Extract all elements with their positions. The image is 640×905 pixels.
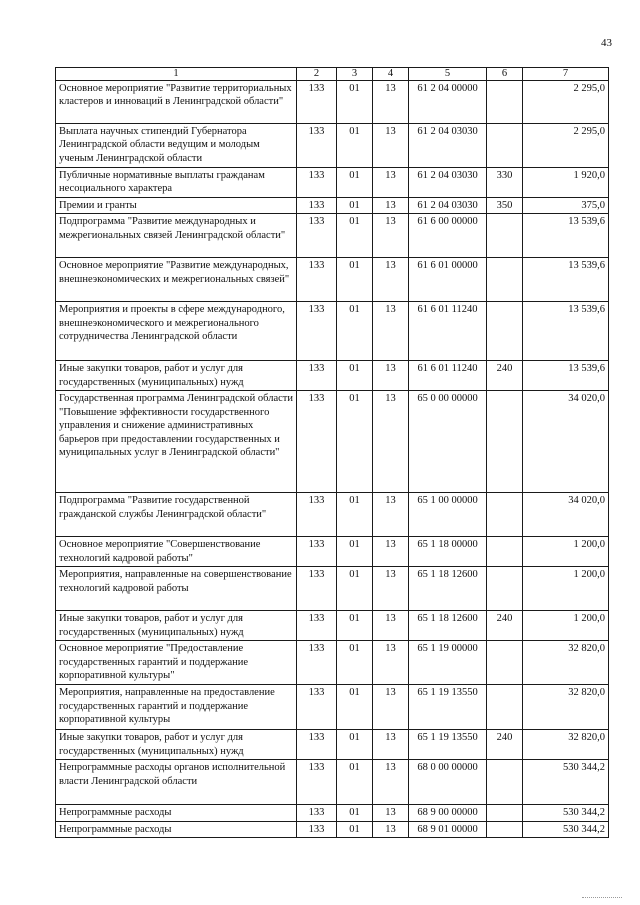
row-name: Премии и гранты (56, 198, 297, 214)
row-amount: 32 820,0 (523, 730, 609, 760)
row-subsection-code: 13 (373, 302, 409, 361)
row-target-article-code: 65 1 19 13550 (409, 685, 487, 730)
row-amount: 530 344,2 (523, 821, 609, 837)
row-amount: 13 539,6 (523, 302, 609, 361)
row-name: Выплата научных стипендий Губернатора Ленинградской области ведущим и молодым ученым Ленинградской области (56, 124, 297, 168)
row-subsection-code: 13 (373, 641, 409, 685)
row-name: Подпрограмма "Развитие международных и межрегиональных связей Ленинградской области" (56, 214, 297, 258)
row-subsection-code: 13 (373, 168, 409, 198)
row-amount: 34 020,0 (523, 391, 609, 493)
row-subsection-code: 13 (373, 361, 409, 391)
row-subsection-code: 13 (373, 391, 409, 493)
column-number: 6 (487, 68, 523, 81)
table-row (56, 124, 609, 168)
row-expense-type-code (487, 302, 523, 361)
row-ministry-code: 133 (297, 537, 337, 567)
row-target-article-code: 68 9 00 00000 (409, 805, 487, 821)
row-section-code: 01 (337, 730, 373, 760)
page-number: 43 (601, 37, 612, 49)
row-expense-type-code (487, 258, 523, 302)
row-section-code: 01 (337, 81, 373, 124)
table-row (56, 493, 609, 537)
table-row (56, 641, 609, 685)
column-number: 4 (373, 68, 409, 81)
row-name: Мероприятия, направленные на совершенствование технологий кадровой работы (56, 567, 297, 611)
row-amount: 34 020,0 (523, 493, 609, 537)
row-ministry-code: 133 (297, 821, 337, 837)
row-name: Иные закупки товаров, работ и услуг для государственных (муниципальных) нужд (56, 611, 297, 641)
row-name: Государственная программа Ленинградской области "Повышение эффективности государственного управления и снижение административных барьеров при предоставлении государственных и муниципальных услуг в Ленинградской области" (56, 391, 297, 493)
row-section-code: 01 (337, 168, 373, 198)
row-expense-type-code (487, 567, 523, 611)
column-number: 5 (409, 68, 487, 81)
row-target-article-code: 68 9 01 00000 (409, 821, 487, 837)
row-subsection-code: 13 (373, 730, 409, 760)
row-expense-type-code (487, 391, 523, 493)
row-ministry-code: 133 (297, 168, 337, 198)
column-number: 7 (523, 68, 609, 81)
row-amount: 32 820,0 (523, 685, 609, 730)
row-amount: 32 820,0 (523, 641, 609, 685)
table-row (56, 611, 609, 641)
column-number-row (56, 68, 609, 81)
row-section-code: 01 (337, 567, 373, 611)
table-row (56, 258, 609, 302)
row-expense-type-code (487, 641, 523, 685)
row-target-article-code: 61 2 04 00000 (409, 81, 487, 124)
row-expense-type-code: 350 (487, 198, 523, 214)
table-row (56, 567, 609, 611)
row-expense-type-code (487, 821, 523, 837)
row-name: Мероприятия и проекты в сфере международного, внешнеэкономического и межрегионального сотрудничества Ленинградской области (56, 302, 297, 361)
table-row (56, 760, 609, 805)
row-target-article-code: 65 0 00 00000 (409, 391, 487, 493)
row-expense-type-code: 240 (487, 730, 523, 760)
row-target-article-code: 65 1 19 13550 (409, 730, 487, 760)
row-ministry-code: 133 (297, 214, 337, 258)
row-ministry-code: 133 (297, 611, 337, 641)
row-name: Публичные нормативные выплаты гражданам несоциального характера (56, 168, 297, 198)
table-row (56, 302, 609, 361)
row-amount: 2 295,0 (523, 124, 609, 168)
row-expense-type-code: 240 (487, 361, 523, 391)
row-name: Иные закупки товаров, работ и услуг для государственных (муниципальных) нужд (56, 730, 297, 760)
row-target-article-code: 61 6 00 00000 (409, 214, 487, 258)
row-target-article-code: 65 1 19 00000 (409, 641, 487, 685)
row-amount: 13 539,6 (523, 214, 609, 258)
row-ministry-code: 133 (297, 730, 337, 760)
row-expense-type-code (487, 493, 523, 537)
row-subsection-code: 13 (373, 537, 409, 567)
table-row (56, 168, 609, 198)
row-name: Иные закупки товаров, работ и услуг для государственных (муниципальных) нужд (56, 361, 297, 391)
row-expense-type-code (487, 81, 523, 124)
row-section-code: 01 (337, 537, 373, 567)
row-name: Основное мероприятие "Развитие территориальных кластеров и инноваций в Ленинградской области" (56, 81, 297, 124)
row-ministry-code: 133 (297, 493, 337, 537)
row-amount: 530 344,2 (523, 805, 609, 821)
row-target-article-code: 61 6 01 00000 (409, 258, 487, 302)
row-name: Основное мероприятие "Предоставление государственных гарантий и поддержание корпоративной культуры" (56, 641, 297, 685)
row-subsection-code: 13 (373, 198, 409, 214)
row-subsection-code: 13 (373, 214, 409, 258)
row-section-code: 01 (337, 124, 373, 168)
row-expense-type-code (487, 124, 523, 168)
row-expense-type-code (487, 214, 523, 258)
scan-artifact (582, 897, 622, 899)
row-section-code: 01 (337, 493, 373, 537)
row-subsection-code: 13 (373, 685, 409, 730)
table-row (56, 730, 609, 760)
row-expense-type-code (487, 685, 523, 730)
row-ministry-code: 133 (297, 124, 337, 168)
budget-table-body (56, 68, 609, 838)
row-section-code: 01 (337, 611, 373, 641)
row-target-article-code: 65 1 18 12600 (409, 567, 487, 611)
table-row (56, 81, 609, 124)
row-ministry-code: 133 (297, 361, 337, 391)
row-name: Подпрограмма "Развитие государственной гражданской службы Ленинградской области" (56, 493, 297, 537)
row-target-article-code: 65 1 00 00000 (409, 493, 487, 537)
row-name: Непрограммные расходы (56, 821, 297, 837)
row-ministry-code: 133 (297, 641, 337, 685)
row-subsection-code: 13 (373, 124, 409, 168)
row-ministry-code: 133 (297, 81, 337, 124)
row-subsection-code: 13 (373, 493, 409, 537)
row-section-code: 01 (337, 198, 373, 214)
row-name: Непрограммные расходы органов исполнительной власти Ленинградской области (56, 760, 297, 805)
row-target-article-code: 61 2 04 03030 (409, 198, 487, 214)
row-subsection-code: 13 (373, 805, 409, 821)
table-row (56, 214, 609, 258)
row-subsection-code: 13 (373, 567, 409, 611)
row-expense-type-code (487, 805, 523, 821)
row-section-code: 01 (337, 391, 373, 493)
row-section-code: 01 (337, 302, 373, 361)
row-amount: 13 539,6 (523, 258, 609, 302)
row-amount: 375,0 (523, 198, 609, 214)
row-name: Основное мероприятие "Развитие международных, внешнеэкономических и межрегиональных связей" (56, 258, 297, 302)
row-ministry-code: 133 (297, 567, 337, 611)
row-ministry-code: 133 (297, 805, 337, 821)
row-amount: 1 200,0 (523, 611, 609, 641)
row-section-code: 01 (337, 258, 373, 302)
row-subsection-code: 13 (373, 821, 409, 837)
row-ministry-code: 133 (297, 685, 337, 730)
row-section-code: 01 (337, 685, 373, 730)
table-row (56, 361, 609, 391)
row-subsection-code: 13 (373, 760, 409, 805)
table-row (56, 391, 609, 493)
row-ministry-code: 133 (297, 302, 337, 361)
row-target-article-code: 61 2 04 03030 (409, 124, 487, 168)
row-amount: 2 295,0 (523, 81, 609, 124)
column-number: 2 (297, 68, 337, 81)
row-target-article-code: 61 6 01 11240 (409, 302, 487, 361)
row-section-code: 01 (337, 805, 373, 821)
row-expense-type-code: 330 (487, 168, 523, 198)
row-section-code: 01 (337, 361, 373, 391)
row-expense-type-code (487, 760, 523, 805)
row-target-article-code: 61 6 01 11240 (409, 361, 487, 391)
row-amount: 530 344,2 (523, 760, 609, 805)
row-section-code: 01 (337, 760, 373, 805)
row-subsection-code: 13 (373, 611, 409, 641)
row-name: Мероприятия, направленные на предоставление государственных гарантий и поддержание корпоративной культуры (56, 685, 297, 730)
table-row (56, 805, 609, 821)
row-subsection-code: 13 (373, 81, 409, 124)
row-ministry-code: 133 (297, 198, 337, 214)
row-subsection-code: 13 (373, 258, 409, 302)
row-name: Основное мероприятие "Совершенствование технологий кадровой работы" (56, 537, 297, 567)
row-ministry-code: 133 (297, 760, 337, 805)
table-row (56, 198, 609, 214)
row-target-article-code: 68 0 00 00000 (409, 760, 487, 805)
table-row (56, 821, 609, 837)
row-expense-type-code: 240 (487, 611, 523, 641)
row-section-code: 01 (337, 214, 373, 258)
row-amount: 1 200,0 (523, 537, 609, 567)
row-amount: 1 920,0 (523, 168, 609, 198)
row-name: Непрограммные расходы (56, 805, 297, 821)
row-ministry-code: 133 (297, 391, 337, 493)
row-section-code: 01 (337, 821, 373, 837)
row-expense-type-code (487, 537, 523, 567)
budget-table (55, 67, 609, 838)
row-amount: 1 200,0 (523, 567, 609, 611)
row-amount: 13 539,6 (523, 361, 609, 391)
row-target-article-code: 65 1 18 00000 (409, 537, 487, 567)
row-section-code: 01 (337, 641, 373, 685)
table-row (56, 537, 609, 567)
column-number: 3 (337, 68, 373, 81)
row-ministry-code: 133 (297, 258, 337, 302)
table-row (56, 685, 609, 730)
row-target-article-code: 61 2 04 03030 (409, 168, 487, 198)
row-target-article-code: 65 1 18 12600 (409, 611, 487, 641)
column-number: 1 (56, 68, 297, 81)
